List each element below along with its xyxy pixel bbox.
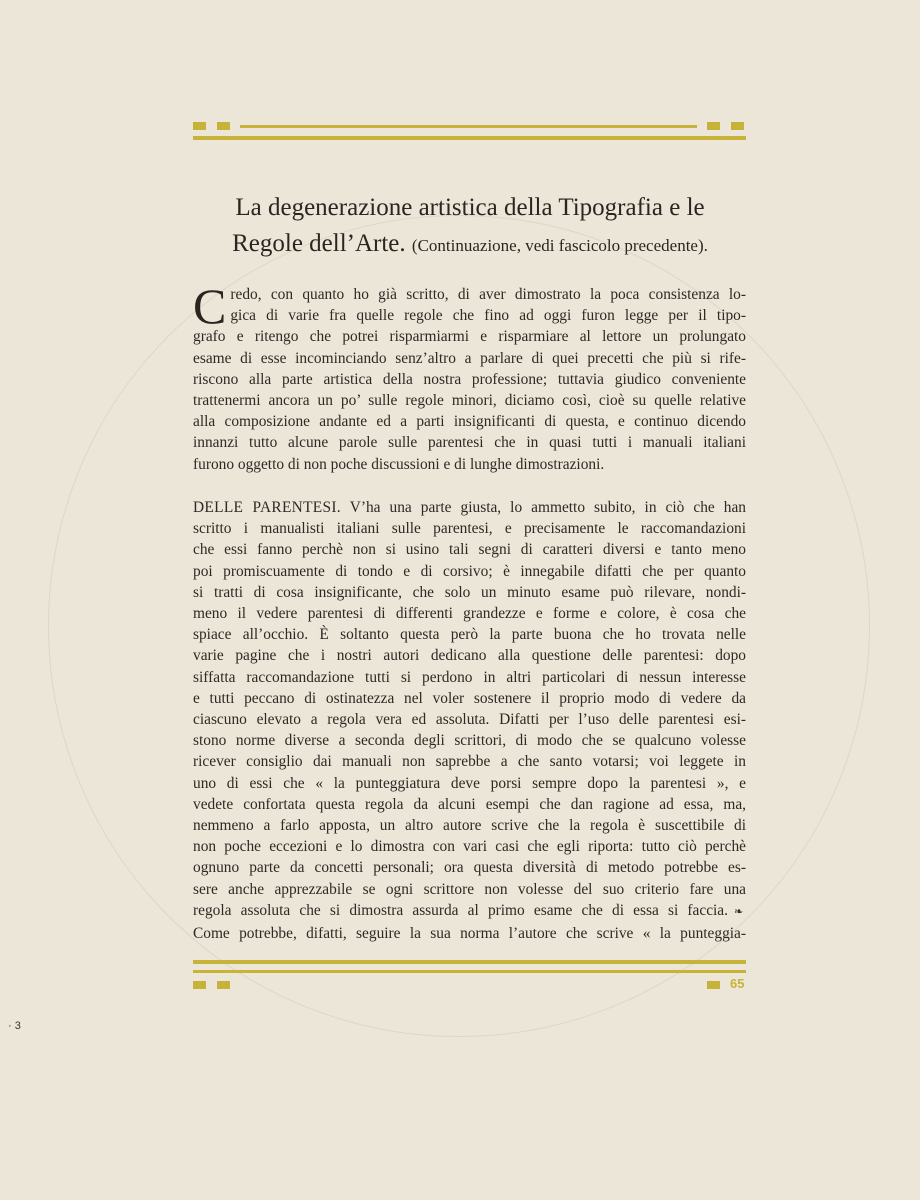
paragraph-line: varie pagine che i nostri autori dedicano alla questione delle parentesi: dopo	[193, 647, 746, 665]
paragraph-line: furono oggetto di non poche discussioni e di lunghe dimostrazioni.	[193, 455, 605, 473]
page-title	[170, 190, 770, 264]
paragraph-line: grafo e ritengo che potrei risparmiarmi e risparmiare al lettore un prolungato	[193, 328, 746, 346]
paragraph-line: vedete confortata questa regola da alcuni esempi che dan ragione ad essa, ma,	[193, 795, 746, 813]
paragraph-line: ognuno parte da concetti personali; ora questa diversità di metodo potrebbe es-	[193, 859, 746, 877]
paragraph-line: siffatta raccomandazione tutti si perdono in altri particolari di nessun interesse	[193, 668, 746, 686]
paragraph-line: nemmeno a farlo apposta, un altro autore scrive che la regola è suscettibile di	[193, 817, 746, 835]
paragraph-line: innanzi tutto alcune parole sulle parentesi che in quasi tutti i manuali italiani	[193, 434, 746, 452]
paragraph-line	[193, 497, 746, 518]
paragraph-line: uno di essi che « la punteggiatura deve porsi sempre dopo la parentesi », e	[193, 774, 746, 792]
margin-mark-number: 3	[14, 1020, 21, 1032]
ornament-square	[217, 122, 230, 130]
footer-rule	[193, 960, 746, 964]
ornament-square	[217, 981, 230, 989]
title-line-1: La degenerazione artistica della Tipografia e le	[235, 194, 705, 221]
paragraph-line: spiace all’occhio. È soltanto questa però la parte buona che ho trovata nelle	[193, 626, 746, 644]
ornament-line	[240, 125, 697, 128]
header-rule	[193, 136, 746, 140]
ornament-square	[193, 122, 206, 130]
paragraph-end-mark: ❧	[734, 905, 744, 918]
paragraph-line: si tratti di cosa insignificante, che solo un minuto esame può rilevare, nondi-	[193, 583, 746, 601]
section-heading: DELLE PARENTESI.	[193, 499, 341, 516]
paragraph-line: gica di varie fra quelle regole che fino ad oggi furon legge per il tipo-	[230, 307, 746, 325]
paragraph-line: Come potrebbe, difatti, seguire la sua norma l’autore che scrive « la punteggia-	[193, 925, 746, 943]
paragraph-line: sere anche apprezzabile se ogni scrittore non volesse del suo criterio fare una	[193, 880, 746, 898]
paragraph-line: regola assoluta che si dimostra assurda al primo esame che di essa si faccia.	[193, 901, 728, 919]
ornament-square	[707, 122, 720, 130]
margin-mark: · 3	[8, 1020, 21, 1032]
paragraph-line: trattenermi ancora un po’ sulle regole minori, diciamo così, cioè su quelle relative	[193, 392, 746, 410]
paragraph-line: meno il vedere parentesi di differenti grandezze e forme e colore, è cosa che	[193, 605, 746, 623]
footer-ornament	[193, 960, 746, 990]
paragraph-line: poi promiscuamente di tondo e di corsivo; è innegabile difatti che per quanto	[193, 562, 746, 580]
footer-thin-rule	[193, 970, 746, 973]
drop-cap: C	[193, 278, 227, 334]
title-line-2	[170, 226, 770, 264]
paragraph-line: scritto i manualisti italiani sulle parentesi, e precisamente le raccomandazioni	[193, 520, 746, 538]
paragraph-line: stono norme diverse a seconda degli scrittori, di modo che se qualcuno volesse	[193, 732, 746, 750]
paragraph-line: ciascuno elevato a regola vera ed assoluta. Difatti per l’uso delle parentesi esi-	[193, 711, 746, 729]
ornament-square	[707, 981, 720, 989]
paragraph-line: non poche eccezioni e lo dimostra con vari casi che egli riporta: tutto ciò perchè	[193, 838, 746, 856]
paragraph-line: ricever consiglio dai manuali non saprebbe a che santo votarsi; voi leggete in	[193, 753, 746, 771]
paragraph-line: che essi fanno perchè non si usino tali segni di caratteri diversi e tanto meno	[193, 541, 746, 559]
paragraph-2	[193, 497, 746, 944]
paragraph-line: riscono alla parte artistica della nostra professione; tuttavia giudico conveniente	[193, 370, 746, 388]
ornament-square	[193, 981, 206, 989]
paragraph-line: redo, con quanto ho già scritto, di aver dimostrato la poca consistenza lo-	[230, 286, 746, 303]
paragraph-line: esame di esse incominciando senz’altro a parlare di quei precetti che più si rife-	[193, 349, 746, 367]
page-number: 65	[730, 976, 745, 991]
ornament-square	[731, 122, 744, 130]
title-subtitle: (Continuazione, vedi fascicolo precedente).	[411, 236, 708, 255]
paragraph-line: alla composizione andante ed a parti insignificanti di questa, e continuo dicendo	[193, 413, 746, 431]
paragraph-line: e tutti peccano di ostinatezza nel voler sostenere il proprio modo di vedere da	[193, 689, 746, 707]
title-main: Regole dell’Arte.	[232, 230, 406, 257]
header-ornament	[193, 122, 746, 142]
paragraph-1	[193, 278, 746, 475]
first-line-text: V’ha una parte giusta, lo ammetto subito, in ciò che han	[349, 499, 746, 516]
